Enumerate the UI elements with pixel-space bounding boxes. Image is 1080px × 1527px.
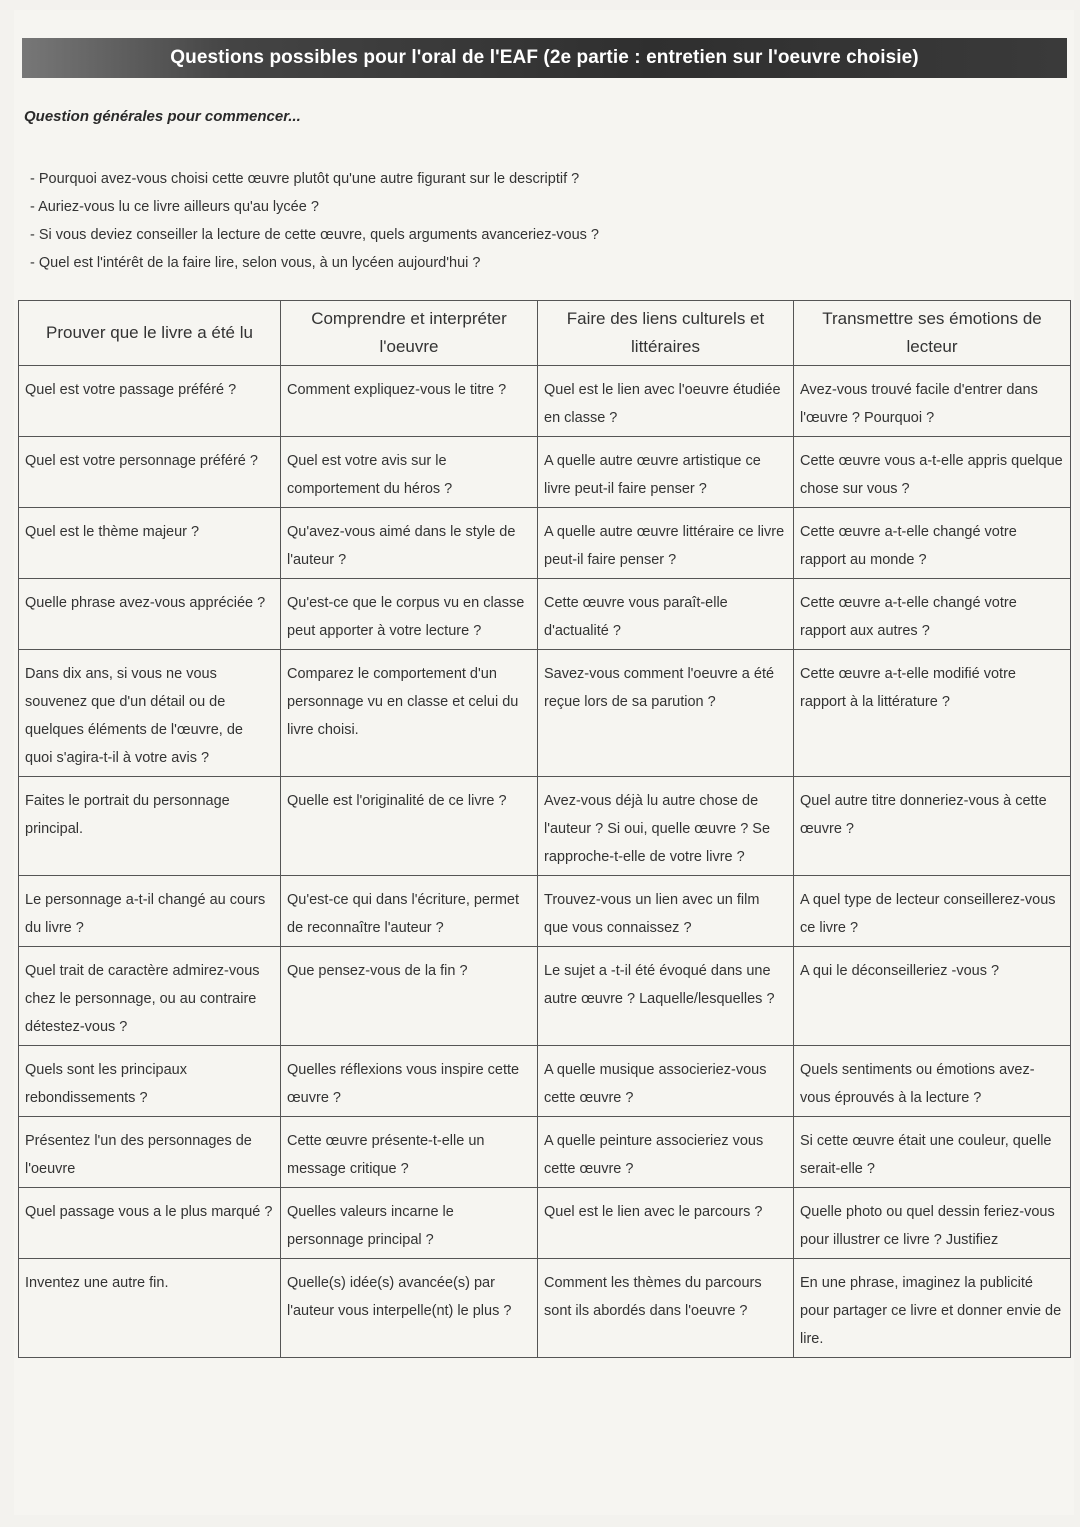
table-cell: Quel est votre passage préféré ? — [19, 366, 281, 437]
table-row — [19, 876, 1071, 947]
table-cell: Comment les thèmes du parcours sont ils abordés dans l'oeuvre ? — [538, 1259, 794, 1358]
document-title: Questions possibles pour l'oral de l'EAF (2e partie : entretien sur l'oeuvre choisie) — [170, 47, 919, 68]
table-cell: Quel est votre personnage préféré ? — [19, 437, 281, 508]
table-cell: Quelle est l'originalité de ce livre ? — [281, 777, 538, 876]
table-cell: Quel est le lien avec le parcours ? — [538, 1188, 794, 1259]
table-row — [19, 1046, 1071, 1117]
table-row — [19, 1188, 1071, 1259]
table-cell: A quelle peinture associeriez vous cette œuvre ? — [538, 1117, 794, 1188]
table-cell: Qu'est-ce qui dans l'écriture, permet de reconnaître l'auteur ? — [281, 876, 538, 947]
table-header-row — [19, 301, 1071, 366]
table-cell: Le sujet a -t-il été évoqué dans une autre œuvre ? Laquelle/lesquelles ? — [538, 947, 794, 1046]
questions-table — [18, 300, 1071, 1358]
table-cell: En une phrase, imaginez la publicité pour partager ce livre et donner envie de lire. — [794, 1259, 1071, 1358]
table-cell: Quelle phrase avez-vous appréciée ? — [19, 579, 281, 650]
table-cell: Quelles réflexions vous inspire cette œuvre ? — [281, 1046, 538, 1117]
column-header: Faire des liens culturels et littéraires — [538, 301, 794, 366]
intro-question: - Auriez-vous lu ce livre ailleurs qu'au lycée ? — [30, 193, 599, 221]
table-cell: Si cette œuvre était une couleur, quelle serait-elle ? — [794, 1117, 1071, 1188]
table-row — [19, 777, 1071, 876]
table-cell: Cette œuvre vous paraît-elle d'actualité ? — [538, 579, 794, 650]
table-cell: Comparez le comportement d'un personnage vu en classe et celui du livre choisi. — [281, 650, 538, 777]
table-cell: Avez-vous trouvé facile d'entrer dans l'œuvre ? Pourquoi ? — [794, 366, 1071, 437]
table-cell: Présentez l'un des personnages de l'oeuvre — [19, 1117, 281, 1188]
table-cell: Quel est le lien avec l'oeuvre étudiée en classe ? — [538, 366, 794, 437]
intro-question-list — [30, 165, 599, 277]
column-header: Comprendre et interpréter l'oeuvre — [281, 301, 538, 366]
table-cell: Qu'est-ce que le corpus vu en classe peut apporter à votre lecture ? — [281, 579, 538, 650]
table-cell: Quelle(s) idée(s) avancée(s) par l'auteur vous interpelle(nt) le plus ? — [281, 1259, 538, 1358]
table-cell: Quel trait de caractère admirez-vous chez le personnage, ou au contraire détestez-vous ? — [19, 947, 281, 1046]
table-row — [19, 947, 1071, 1046]
table-row — [19, 1117, 1071, 1188]
table-cell: Dans dix ans, si vous ne vous souvenez que d'un détail ou de quelques éléments de l'œuvre, de quoi s'agira-t-il à votre avis ? — [19, 650, 281, 777]
table-cell: Cette œuvre présente-t-elle un message critique ? — [281, 1117, 538, 1188]
table-cell: Quel passage vous a le plus marqué ? — [19, 1188, 281, 1259]
table-cell: Le personnage a-t-il changé au cours du livre ? — [19, 876, 281, 947]
table-cell: Quel est le thème majeur ? — [19, 508, 281, 579]
table-cell: Quelle photo ou quel dessin feriez-vous pour illustrer ce livre ? Justifiez — [794, 1188, 1071, 1259]
table-cell: Que pensez-vous de la fin ? — [281, 947, 538, 1046]
table-row — [19, 1259, 1071, 1358]
table-cell: Quel est votre avis sur le comportement du héros ? — [281, 437, 538, 508]
table-cell: Cette œuvre a-t-elle changé votre rapport au monde ? — [794, 508, 1071, 579]
table-cell: A quelle autre œuvre littéraire ce livre peut-il faire penser ? — [538, 508, 794, 579]
table-cell: A qui le déconseilleriez -vous ? — [794, 947, 1071, 1046]
table-cell: Comment expliquez-vous le titre ? — [281, 366, 538, 437]
intro-heading: Question générales pour commencer... — [24, 108, 301, 125]
table-cell: A quelle musique associeriez-vous cette œuvre ? — [538, 1046, 794, 1117]
table-row — [19, 437, 1071, 508]
table-cell: Qu'avez-vous aimé dans le style de l'auteur ? — [281, 508, 538, 579]
intro-question: - Si vous deviez conseiller la lecture de cette œuvre, quels arguments avanceriez-vous ? — [30, 221, 599, 249]
table-cell: Quelles valeurs incarne le personnage principal ? — [281, 1188, 538, 1259]
table-cell: A quelle autre œuvre artistique ce livre peut-il faire penser ? — [538, 437, 794, 508]
table-cell: Cette œuvre a-t-elle changé votre rapport aux autres ? — [794, 579, 1071, 650]
table-cell: Faites le portrait du personnage principal. — [19, 777, 281, 876]
table-row — [19, 579, 1071, 650]
table-cell: Trouvez-vous un lien avec un film que vous connaissez ? — [538, 876, 794, 947]
table-cell: Cette œuvre vous a-t-elle appris quelque chose sur vous ? — [794, 437, 1071, 508]
table-cell: A quel type de lecteur conseillerez-vous ce livre ? — [794, 876, 1071, 947]
intro-question: - Quel est l'intérêt de la faire lire, selon vous, à un lycéen aujourd'hui ? — [30, 249, 599, 277]
table-cell: Inventez une autre fin. — [19, 1259, 281, 1358]
table-row — [19, 508, 1071, 579]
table-cell: Savez-vous comment l'oeuvre a été reçue lors de sa parution ? — [538, 650, 794, 777]
table-cell: Cette œuvre a-t-elle modifié votre rapport à la littérature ? — [794, 650, 1071, 777]
table-cell: Quels sentiments ou émotions avez-vous éprouvés à la lecture ? — [794, 1046, 1071, 1117]
table-cell: Avez-vous déjà lu autre chose de l'auteur ? Si oui, quelle œuvre ? Se rapproche-t-elle de votre livre ? — [538, 777, 794, 876]
table-cell: Quel autre titre donneriez-vous à cette œuvre ? — [794, 777, 1071, 876]
table-row — [19, 366, 1071, 437]
title-banner — [22, 38, 1067, 78]
table-cell: Quels sont les principaux rebondissements ? — [19, 1046, 281, 1117]
intro-question: - Pourquoi avez-vous choisi cette œuvre plutôt qu'une autre figurant sur le descriptif ? — [30, 165, 599, 193]
column-header: Prouver que le livre a été lu — [19, 301, 281, 366]
table-row — [19, 650, 1071, 777]
column-header: Transmettre ses émotions de lecteur — [794, 301, 1071, 366]
